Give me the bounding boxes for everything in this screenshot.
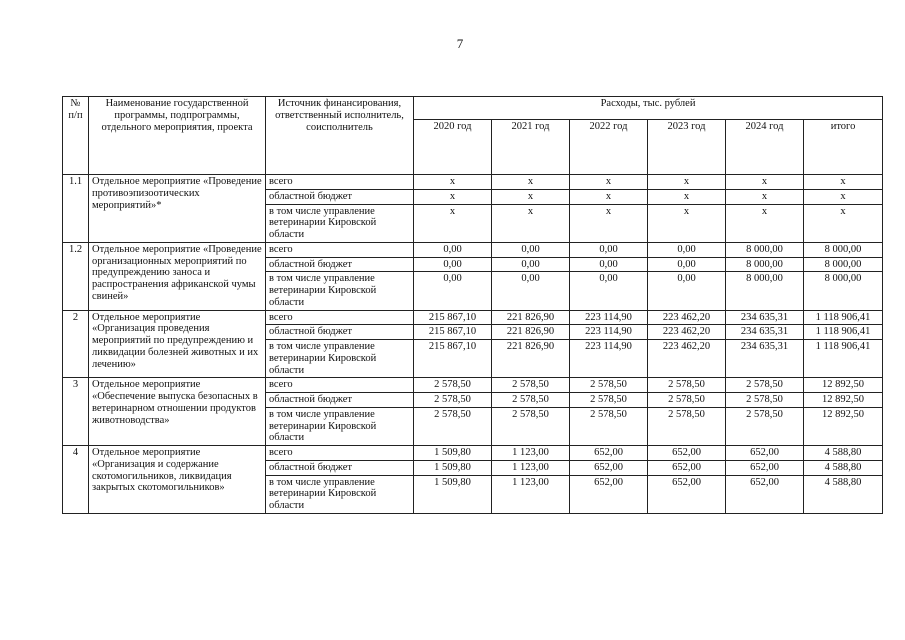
year-value: 215 867,10	[414, 310, 492, 325]
year-value: 223 114,90	[570, 340, 648, 378]
funding-source: в том числе управление ветеринарии Кировской области	[266, 340, 414, 378]
year-value: x	[726, 175, 804, 190]
total-value: 12 892,50	[804, 378, 883, 393]
table-row	[63, 378, 883, 393]
year-value: x	[648, 189, 726, 204]
total-value: 4 588,80	[804, 460, 883, 475]
total-value: 8 000,00	[804, 242, 883, 257]
year-value: x	[648, 175, 726, 190]
year-value: 652,00	[648, 446, 726, 461]
year-value: 652,00	[570, 446, 648, 461]
year-value: 652,00	[570, 475, 648, 513]
header-idx: № п/п	[63, 97, 89, 175]
total-value: 8 000,00	[804, 272, 883, 310]
header-year: 2021 год	[492, 120, 570, 175]
funding-source: в том числе управление ветеринарии Кировской области	[266, 272, 414, 310]
activity-name: Отдельное мероприятие «Организация и содержание скотомогильников, ликвидация закрытых скотомогильников»	[89, 446, 266, 514]
total-value: x	[804, 175, 883, 190]
total-value: 1 118 906,41	[804, 340, 883, 378]
year-value: 2 578,50	[570, 407, 648, 445]
year-value: 0,00	[492, 242, 570, 257]
header-name: Наименование государственной программы, подпрограммы, отдельного мероприятия, проекта	[89, 97, 266, 175]
table-row	[63, 175, 883, 190]
funding-source: областной бюджет	[266, 393, 414, 408]
year-value: 2 578,50	[726, 378, 804, 393]
year-value: 652,00	[570, 460, 648, 475]
header-total: итого	[804, 120, 883, 175]
year-value: 223 114,90	[570, 325, 648, 340]
funding-source: областной бюджет	[266, 460, 414, 475]
year-value: 0,00	[414, 257, 492, 272]
funding-source: областной бюджет	[266, 257, 414, 272]
header-source: Источник финансирования, ответственный исполнитель, соисполнитель	[266, 97, 414, 175]
activity-name: Отдельное мероприятие «Организация проведения мероприятий по предупреждению и ликвидации болезней животных и их лечению»	[89, 310, 266, 378]
year-value: x	[414, 175, 492, 190]
year-value: 1 123,00	[492, 460, 570, 475]
year-value: 652,00	[726, 460, 804, 475]
funding-source: всего	[266, 242, 414, 257]
table-row	[63, 446, 883, 461]
total-value: 1 118 906,41	[804, 310, 883, 325]
year-value: x	[414, 189, 492, 204]
table-row	[63, 242, 883, 257]
funding-source: в том числе управление ветеринарии Кировской области	[266, 407, 414, 445]
year-value: 0,00	[414, 272, 492, 310]
year-value: 234 635,31	[726, 310, 804, 325]
year-value: x	[492, 175, 570, 190]
year-value: 223 462,20	[648, 325, 726, 340]
row-number: 2	[63, 310, 89, 378]
header-year: 2023 год	[648, 120, 726, 175]
year-value: 0,00	[570, 272, 648, 310]
funding-source: в том числе управление ветеринарии Кировской области	[266, 204, 414, 242]
year-value: 0,00	[570, 257, 648, 272]
year-value: x	[726, 189, 804, 204]
year-value: 2 578,50	[570, 393, 648, 408]
year-value: 215 867,10	[414, 325, 492, 340]
year-value: 223 462,20	[648, 310, 726, 325]
year-value: 1 509,80	[414, 460, 492, 475]
funding-source: всего	[266, 175, 414, 190]
row-number: 1.1	[63, 175, 89, 243]
year-value: 652,00	[648, 475, 726, 513]
year-value: 234 635,31	[726, 340, 804, 378]
row-number: 3	[63, 378, 89, 446]
year-value: 2 578,50	[492, 407, 570, 445]
year-value: 8 000,00	[726, 242, 804, 257]
year-value: 2 578,50	[492, 378, 570, 393]
year-value: 0,00	[492, 257, 570, 272]
row-number: 4	[63, 446, 89, 514]
year-value: 2 578,50	[648, 378, 726, 393]
header-expenses: Расходы, тыс. рублей	[414, 97, 883, 120]
total-value: 4 588,80	[804, 475, 883, 513]
year-value: 2 578,50	[726, 407, 804, 445]
total-value: 12 892,50	[804, 393, 883, 408]
year-value: 0,00	[648, 257, 726, 272]
header-year: 2024 год	[726, 120, 804, 175]
year-value: 215 867,10	[414, 340, 492, 378]
total-value: 12 892,50	[804, 407, 883, 445]
year-value: x	[570, 204, 648, 242]
header-row	[63, 97, 883, 120]
year-value: 652,00	[726, 446, 804, 461]
year-value: x	[570, 175, 648, 190]
year-value: x	[492, 189, 570, 204]
funding-source: всего	[266, 310, 414, 325]
year-value: 2 578,50	[492, 393, 570, 408]
year-value: x	[414, 204, 492, 242]
year-value: 223 114,90	[570, 310, 648, 325]
funding-source: областной бюджет	[266, 189, 414, 204]
row-number: 1.2	[63, 242, 89, 310]
year-value: 0,00	[414, 242, 492, 257]
funding-source: в том числе управление ветеринарии Кировской области	[266, 475, 414, 513]
year-value: x	[726, 204, 804, 242]
year-value: 2 578,50	[414, 393, 492, 408]
total-value: 4 588,80	[804, 446, 883, 461]
activity-name: Отдельное мероприятие «Обеспечение выпуска безопасных в ветеринарном отношении продуктов животноводства»	[89, 378, 266, 446]
year-value: 0,00	[648, 272, 726, 310]
year-value: 1 509,80	[414, 475, 492, 513]
year-value: 2 578,50	[648, 393, 726, 408]
table-body	[63, 175, 883, 514]
year-value: 1 123,00	[492, 446, 570, 461]
year-value: x	[648, 204, 726, 242]
year-value: 221 826,90	[492, 340, 570, 378]
total-value: x	[804, 189, 883, 204]
year-value: x	[570, 189, 648, 204]
table-row	[63, 310, 883, 325]
year-value: 8 000,00	[726, 272, 804, 310]
budget-table	[62, 96, 883, 514]
year-value: 2 578,50	[726, 393, 804, 408]
year-value: 0,00	[570, 242, 648, 257]
total-value: 1 118 906,41	[804, 325, 883, 340]
year-value: 652,00	[726, 475, 804, 513]
year-value: 0,00	[648, 242, 726, 257]
year-value: 223 462,20	[648, 340, 726, 378]
year-value: 652,00	[648, 460, 726, 475]
funding-source: всего	[266, 378, 414, 393]
year-value: 1 509,80	[414, 446, 492, 461]
total-value: x	[804, 204, 883, 242]
year-value: 221 826,90	[492, 325, 570, 340]
header-year: 2022 год	[570, 120, 648, 175]
year-value: 1 123,00	[492, 475, 570, 513]
funding-source: областной бюджет	[266, 325, 414, 340]
funding-source: всего	[266, 446, 414, 461]
header-year: 2020 год	[414, 120, 492, 175]
year-value: 2 578,50	[414, 407, 492, 445]
year-value: 2 578,50	[648, 407, 726, 445]
year-value: 0,00	[492, 272, 570, 310]
year-value: 2 578,50	[570, 378, 648, 393]
year-value: 234 635,31	[726, 325, 804, 340]
year-value: x	[492, 204, 570, 242]
activity-name: Отдельное мероприятие «Проведение противоэпизоотических мероприятий»*	[89, 175, 266, 243]
year-value: 2 578,50	[414, 378, 492, 393]
page-number: 7	[456, 36, 464, 51]
activity-name: Отдельное мероприятие «Проведение организационных мероприятий по предупреждению заноса и распространения африканской чумы свиней»	[89, 242, 266, 310]
year-value: 221 826,90	[492, 310, 570, 325]
year-value: 8 000,00	[726, 257, 804, 272]
total-value: 8 000,00	[804, 257, 883, 272]
